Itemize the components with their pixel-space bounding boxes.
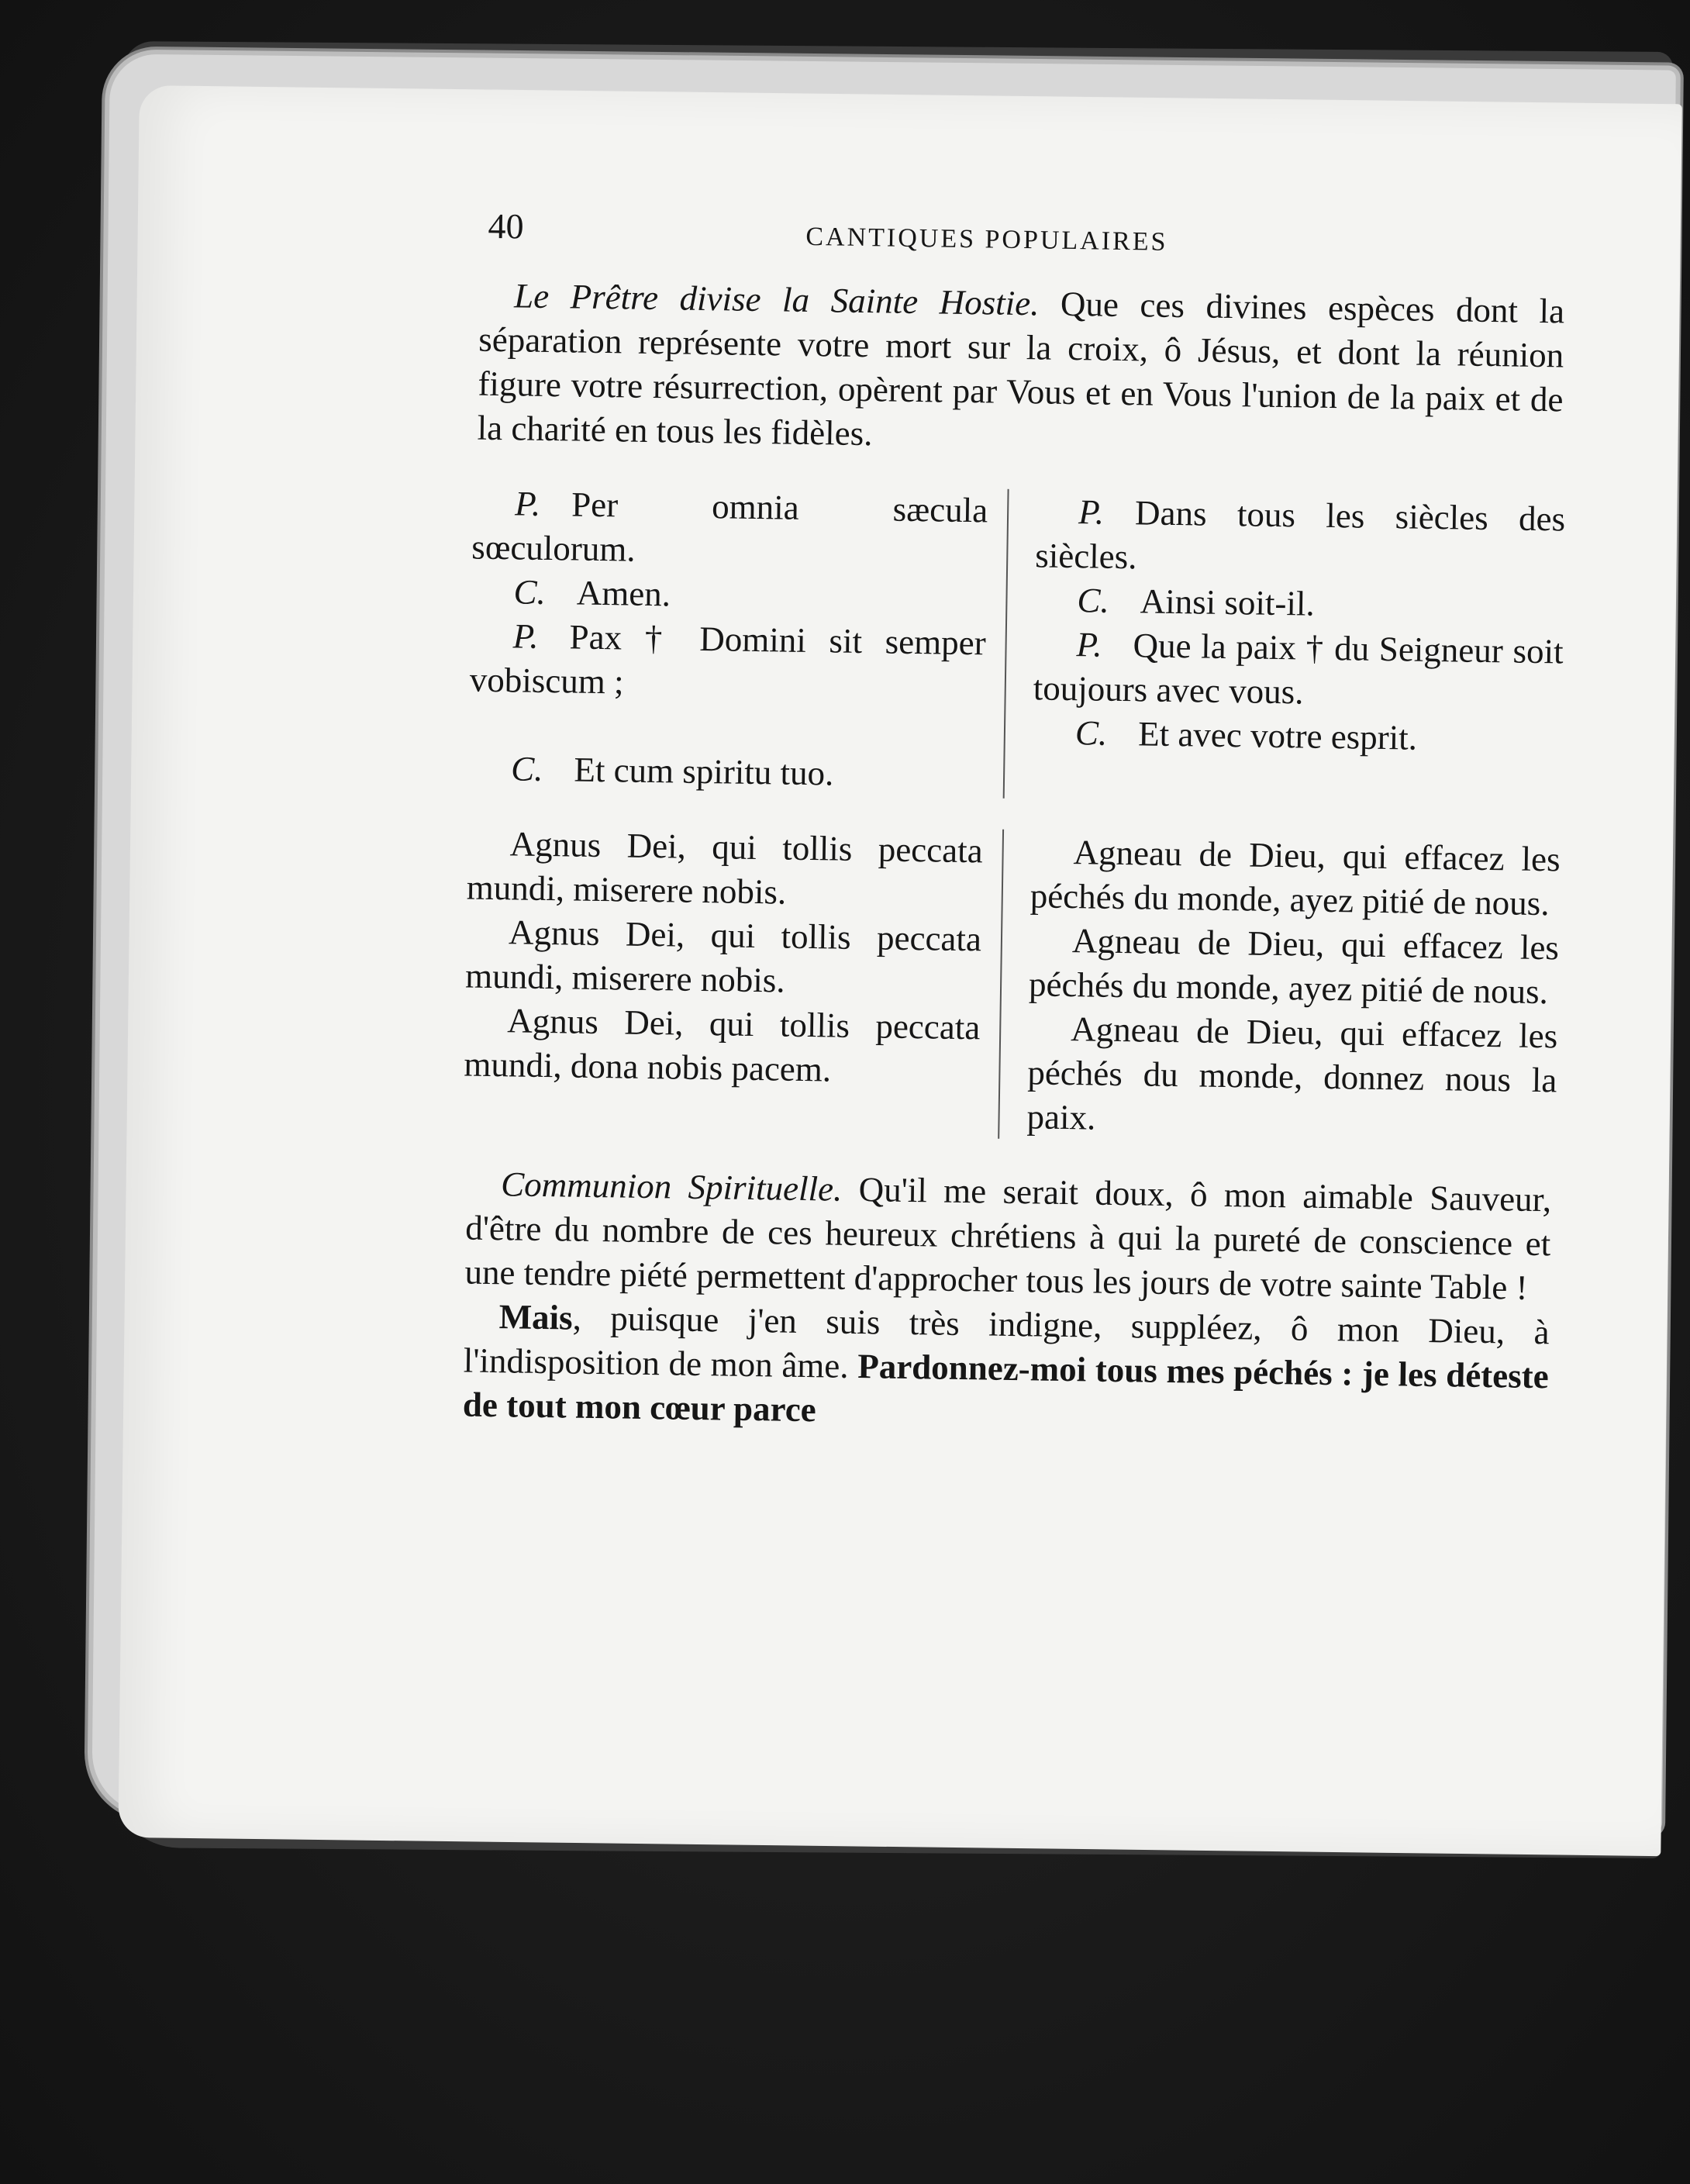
running-head: CANTIQUES POPULAIRES bbox=[805, 222, 1168, 257]
dialogue-latin-line: C. Et cum spiritu tuo. bbox=[510, 749, 834, 793]
agnus-latin-verse: Agnus Dei, qui tollis peccata mundi, miserere nobis. bbox=[464, 913, 982, 1000]
dialogue-columns bbox=[468, 481, 1566, 807]
communion-lead: Mais bbox=[498, 1297, 574, 1337]
page-number: 40 bbox=[488, 205, 524, 247]
agnus-french-verse: Agneau de Dieu, qui effacez les péchés du monde, donnez nous la paix. bbox=[1026, 1009, 1558, 1137]
page-content bbox=[323, 202, 1566, 1443]
dialogue-french-column bbox=[1003, 489, 1566, 807]
agnus-columns bbox=[463, 822, 1561, 1147]
communion-paragraph-2 bbox=[463, 1295, 1550, 1444]
agnus-latin-verse: Agnus Dei, qui tollis peccata mundi, miserere nobis. bbox=[466, 824, 984, 912]
communion-rubric: Communion Spirituelle. bbox=[500, 1164, 843, 1209]
dialogue-french-line: P. Que la paix † du Seigneur soit toujours avec vous. bbox=[1033, 625, 1564, 712]
dialogue-latin-line: P. Per omnia sæcula sœculorum. bbox=[471, 484, 988, 569]
communion-tail: Pardonnez-moi tous mes péchés : je les déteste de tout mon cœur parce bbox=[462, 1347, 1550, 1430]
agnus-french-verse: Agneau de Dieu, qui effacez les péchés du monde, ayez pitié de nous. bbox=[1030, 833, 1561, 923]
dialogue-latin-column bbox=[468, 481, 1008, 799]
intro-text: Que ces divines espèces dont la séparation représente votre mort sur la croix, ô Jésus, et dont la réunion figure votre résurrection, opèrent par Vous et en Vous l'union de la paix et de la charité en tous les fidèles. bbox=[477, 284, 1565, 454]
dialogue-latin-line: C. Amen. bbox=[513, 572, 671, 614]
communion-text-2: , puisque j'en suis très indigne, suppléez, ô mon Dieu, à l'indisposition de mon âme. bbox=[463, 1298, 1550, 1385]
intro-rubric: Le Prêtre divise la Sainte Hostie. bbox=[513, 276, 1040, 323]
agnus-french-verse: Agneau de Dieu, qui effacez les péchés du monde, ayez pitié de nous. bbox=[1028, 921, 1560, 1012]
dialogue-french-line: P. Dans tous les siècles des siècles. bbox=[1034, 492, 1566, 577]
dialogue-latin-line: P. Pax † Domini sit semper vobiscum ; bbox=[469, 616, 987, 702]
intro-paragraph bbox=[477, 274, 1564, 467]
agnus-latin-column bbox=[463, 822, 1002, 1139]
dialogue-french-line: C. Et avec votre esprit. bbox=[1074, 713, 1418, 757]
dialogue-french-line: C. Ainsi soit-il. bbox=[1077, 581, 1316, 623]
agnus-latin-verse: Agnus Dei, qui tollis peccata mundi, dona nobis pacem. bbox=[464, 1001, 981, 1089]
communion-paragraph bbox=[464, 1162, 1551, 1311]
agnus-french-column bbox=[998, 830, 1561, 1147]
communion-text: Qu'il me serait doux, ô mon aimable Sauveur, d'être du nombre de ces heureux chrétiens à qui la pureté de conscience et une tendre piété permettent d'approcher tous les jours de votre sainte Table ! bbox=[464, 1170, 1552, 1307]
